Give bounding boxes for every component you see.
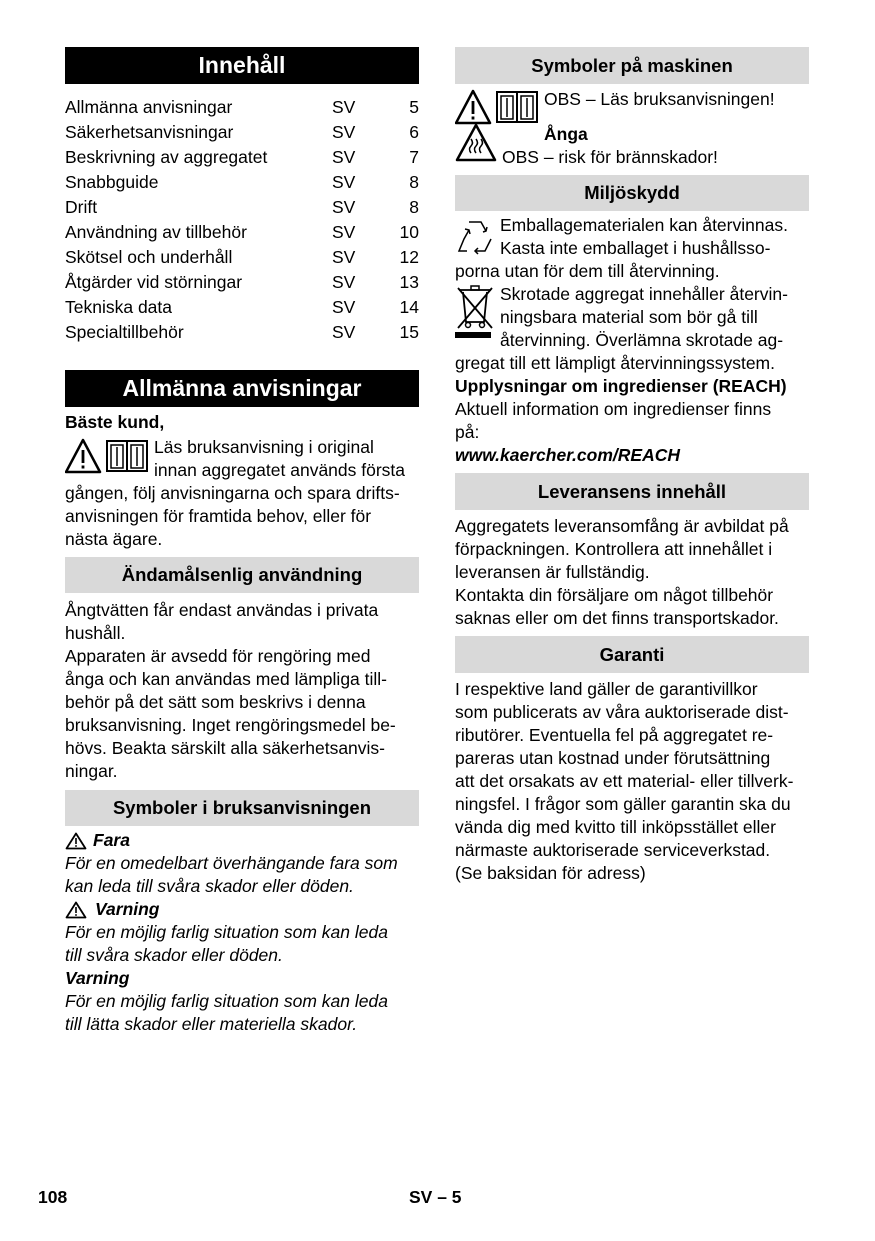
weee-line: Skrotade aggregat innehåller återvin-	[500, 284, 788, 304]
intended-use-line: ningar.	[65, 761, 118, 781]
warning-line: För en möjlig farlig situation som kan leda	[65, 922, 388, 942]
crossed-bin-icon	[455, 284, 495, 346]
warranty-line: som publicerats av våra auktoriserade dist-	[455, 702, 789, 722]
toc-lang: SV	[332, 97, 356, 117]
reach-line: på:	[455, 422, 480, 442]
symbols-manual-body	[65, 829, 419, 1036]
intended-use-line: bruksanvisning. Inget rengöringsmedel be-	[65, 715, 396, 735]
toc-page: 12	[399, 247, 419, 267]
toc-lang: SV	[332, 172, 356, 192]
toc-title: Snabbguide	[65, 172, 159, 192]
toc-lang: SV	[332, 247, 356, 267]
steam-text: OBS – risk för brännskador!	[502, 147, 718, 167]
toc-lang: SV	[332, 222, 356, 242]
reach-url[interactable]: www.kaercher.com/REACH	[455, 445, 680, 465]
greeting: Bäste kund,	[65, 412, 165, 432]
caution-line: För en möjlig farlig situation som kan leda	[65, 991, 388, 1011]
recycle-line: porna utan för dem till återvinning.	[455, 261, 720, 281]
toc-lang: SV	[332, 297, 356, 317]
delivery-line: Aggregatets leveransomfång är avbildat på	[455, 516, 789, 536]
toc-title: Drift	[65, 197, 98, 217]
manual-book-icon	[497, 92, 537, 122]
obs-manual-row	[455, 88, 809, 125]
toc-title: Användning av tillbehör	[65, 222, 247, 242]
symbols-manual-heading: Symboler i bruksanvisningen	[65, 790, 419, 826]
delivery-line: leveransen är fullständig.	[455, 562, 650, 582]
general-intro	[65, 436, 419, 551]
danger-label: Fara	[93, 830, 130, 850]
warning-manual-icons	[65, 438, 149, 474]
toc-row[interactable]	[65, 145, 419, 170]
steam-text-block	[502, 123, 718, 169]
warning-manual-icons	[455, 89, 539, 125]
intended-use-heading: Ändamålsenlig användning	[65, 557, 419, 593]
toc-heading: Innehåll	[65, 47, 419, 84]
page-number: 108	[38, 1187, 68, 1207]
toc-page: 5	[409, 97, 419, 117]
toc-row[interactable]	[65, 295, 419, 320]
warning-triangle-icon	[66, 440, 100, 472]
warranty-line: vända dig med kvitto till inköpsstället eller	[455, 817, 776, 837]
toc-row[interactable]	[65, 170, 419, 195]
toc-page: 15	[399, 322, 419, 342]
warranty-line: att det orsakats av ett material- eller tillverk-	[455, 771, 794, 791]
general-text-line: gången, följ anvisningarna och spara drifts-	[65, 483, 400, 503]
right-column	[455, 47, 809, 885]
delivery-line: Kontakta din försäljare om något tillbehör	[455, 585, 774, 605]
weee-line: ningsbara material som bör gå till	[500, 307, 758, 327]
warranty-line: ningsfel. I frågor som gäller garantin ska du	[455, 794, 791, 814]
toc-lang: SV	[332, 147, 356, 167]
toc-page: 14	[399, 297, 419, 317]
toc-lang: SV	[332, 197, 356, 217]
recycle-line: Emballagematerialen kan återvinnas.	[500, 215, 788, 235]
toc-page: 6	[409, 122, 419, 142]
warning-line: till svåra skador eller döden.	[65, 945, 283, 965]
obs-manual-text: OBS – Läs bruksanvisningen!	[544, 89, 775, 109]
intended-use-line: Ångtvätten får endast användas i privata	[65, 600, 379, 620]
toc-row[interactable]	[65, 270, 419, 295]
toc-title: Skötsel och underhåll	[65, 247, 233, 267]
steam-label: Ånga	[544, 124, 588, 144]
danger-label-row	[65, 829, 419, 852]
warranty-line: (Se baksidan för adress)	[455, 863, 646, 883]
toc-row[interactable]	[65, 195, 419, 220]
toc-title: Allmänna anvisningar	[65, 97, 233, 117]
warranty-body	[455, 678, 809, 885]
toc-row[interactable]	[65, 320, 419, 345]
caution-label: Varning	[65, 968, 130, 988]
recycle-line: Kasta inte emballaget i hushållsso-	[500, 238, 771, 258]
toc-row[interactable]	[65, 120, 419, 145]
delivery-heading: Leveransens innehåll	[455, 473, 809, 510]
warranty-line: I respektive land gäller de garantivillkor	[455, 679, 758, 699]
warning-triangle-icon	[65, 832, 87, 850]
recycle-icon	[455, 218, 495, 258]
toc-page: 8	[409, 172, 419, 192]
toc-page: 13	[399, 272, 419, 292]
weee-line: återvinning. Överlämna skrotade ag-	[500, 330, 784, 350]
intended-use-line: hövs. Beakta särskilt alla säkerhetsanvis-	[65, 738, 385, 758]
toc-title: Beskrivning av aggregatet	[65, 147, 268, 167]
intended-use-line: ånga och kan användas med lämpliga till-	[65, 669, 387, 689]
toc-title: Tekniska data	[65, 297, 173, 317]
manual-book-icon	[107, 441, 147, 471]
reach-line: Aktuell information om ingredienser finns	[455, 399, 772, 419]
toc-page: 8	[409, 197, 419, 217]
delivery-body	[455, 515, 809, 630]
toc-page: 10	[399, 222, 419, 242]
toc-row[interactable]	[65, 245, 419, 270]
general-text-line: anvisningen för framtida behov, eller för	[65, 506, 372, 526]
warning-label-row	[65, 898, 419, 921]
environment-body	[455, 214, 809, 467]
general-intro-line: Läs bruksanvisning i original	[154, 437, 374, 457]
toc-lang: SV	[332, 322, 356, 342]
warranty-line: närmaste auktoriserade serviceverkstad.	[455, 840, 771, 860]
general-text-line: nästa ägare.	[65, 529, 163, 549]
delivery-line: saknas eller om det finns transportskador.	[455, 608, 779, 628]
general-intro-line: innan aggregatet används första	[154, 460, 406, 480]
intended-use-text	[65, 599, 419, 783]
toc-title: Åtgärder vid störningar	[65, 272, 243, 292]
warning-triangle-icon	[65, 901, 87, 919]
environment-heading: Miljöskydd	[455, 175, 809, 211]
warning-triangle-icon	[456, 91, 490, 123]
toc-row[interactable]	[65, 220, 419, 245]
warranty-heading: Garanti	[455, 636, 809, 673]
toc-title: Säkerhetsanvisningar	[65, 122, 234, 142]
danger-line: För en omedelbart överhängande fara som	[65, 853, 398, 873]
warranty-line: ributörer. Eventuella fel på aggregatet re-	[455, 725, 774, 745]
toc-row[interactable]	[65, 95, 419, 120]
hot-steam-icon	[455, 123, 497, 163]
intended-use-line: Apparaten är avsedd för rengöring med	[65, 646, 371, 666]
caution-line: till lätta skador eller materiella skador.	[65, 1014, 358, 1034]
intended-use-line: behör på det sätt som beskrivs i denna	[65, 692, 366, 712]
warranty-line: pareras utan kostnad under förutsättning	[455, 748, 771, 768]
intended-use-line: hushåll.	[65, 623, 126, 643]
delivery-line: förpackningen. Kontrollera att innehållet i	[455, 539, 773, 559]
symbols-machine-body	[455, 88, 809, 169]
danger-line: kan leda till svåra skador eller döden.	[65, 876, 354, 896]
page-label: SV – 5	[409, 1187, 462, 1207]
general-heading: Allmänna anvisningar	[65, 370, 419, 407]
toc-lang: SV	[332, 272, 356, 292]
toc-page: 7	[409, 147, 419, 167]
weee-line: gregat till ett lämpligt återvinningssystem.	[455, 353, 775, 373]
steam-row	[455, 123, 809, 169]
left-column	[65, 47, 419, 1036]
toc-lang: SV	[332, 122, 356, 142]
toc-title: Specialtillbehör	[65, 322, 184, 342]
symbols-machine-heading: Symboler på maskinen	[455, 47, 809, 84]
table-of-contents	[65, 95, 419, 345]
warning-label: Varning	[95, 899, 160, 919]
reach-title: Upplysningar om ingredienser (REACH)	[455, 376, 787, 396]
